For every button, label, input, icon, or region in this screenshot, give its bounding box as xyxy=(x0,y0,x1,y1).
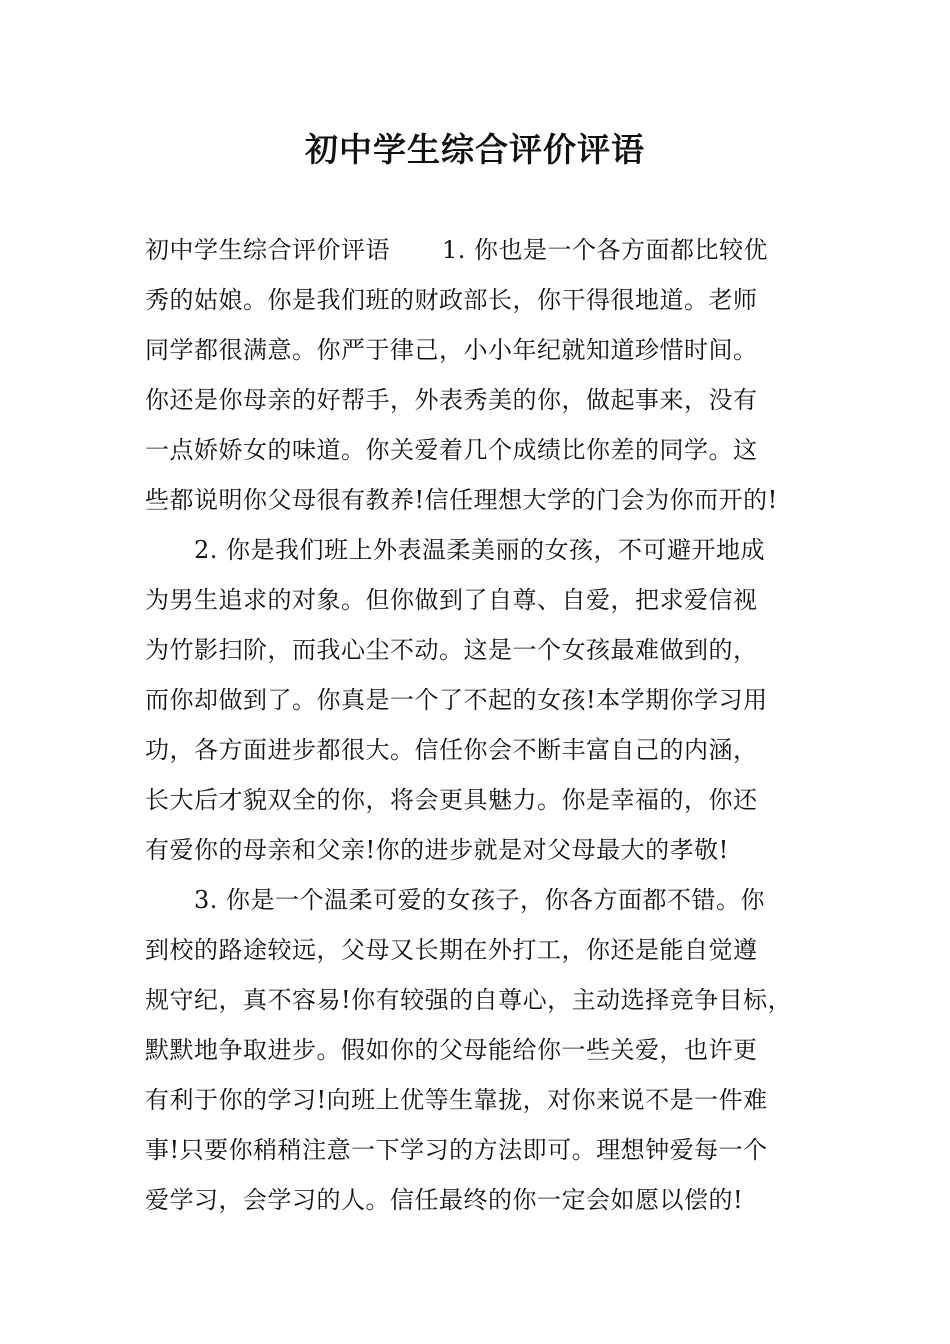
body-line: 事!只要你稍稍注意一下学习的方法即可。理想钟爱每一个 xyxy=(145,1136,768,1164)
body-line-item-3-start: 3. 你是一个温柔可爱的女孩子，你各方面都不错。你 xyxy=(194,886,766,914)
body-line: 功，各方面进步都很大。信任你会不断丰富自己的内涵， xyxy=(145,736,758,764)
body-line-item-1-start: 1. 你也是一个各方面都比较优 xyxy=(442,236,769,264)
document-title: 初中学生综合评价评语 xyxy=(305,130,645,169)
body-line xyxy=(145,225,835,275)
body-line: 有利于你的学习!向班上优等生靠拢，对你来说不是一件难 xyxy=(145,1086,768,1114)
body-line-item-2-start: 2. 你是我们班上外表温柔美丽的女孩，不可避开地成 xyxy=(194,536,766,564)
body-line: 爱学习，会学习的人。信任最终的你一定会如愿以偿的! xyxy=(145,1186,744,1214)
body-line: 一点娇娇女的味道。你关爱着几个成绩比你差的同学。这 xyxy=(145,436,758,464)
body-line: 规守纪，真不容易!你有较强的自尊心，主动选择竞争目标， xyxy=(145,986,793,1014)
body-line: 有爱你的母亲和父亲!你的进步就是对父母最大的孝敬! xyxy=(145,836,729,864)
body-line: 为竹影扫阶，而我心尘不动。这是一个女孩最难做到的， xyxy=(145,636,758,664)
body-line: 到校的路途较远，父母又长期在外打工，你还是能自觉遵 xyxy=(145,936,758,964)
body-line: 你还是你母亲的好帮手，外表秀美的你，做起事来，没有 xyxy=(145,386,758,414)
body-line: 而你却做到了。你真是一个了不起的女孩!本学期你学习用 xyxy=(145,686,768,714)
body-line: 同学都很满意。你严于律己，小小年纪就知道珍惜时间。 xyxy=(145,336,758,364)
body-line: 为男生追求的对象。但你做到了自尊、自爱，把求爱信视 xyxy=(145,586,758,614)
body-line-lead: 初中学生综合评价评语 xyxy=(145,236,390,264)
body-line: 长大后才貌双全的你，将会更具魅力。你是幸福的，你还 xyxy=(145,786,758,814)
body-line: 些都说明你父母很有教养!信任理想大学的门会为你而开的! xyxy=(145,486,778,514)
body-line: 默默地争取进步。假如你的父母能给你一些关爱，也许更 xyxy=(145,1036,758,1064)
document-body xyxy=(145,225,835,1225)
body-line: 秀的姑娘。你是我们班的财政部长，你干得很地道。老师 xyxy=(145,286,758,314)
